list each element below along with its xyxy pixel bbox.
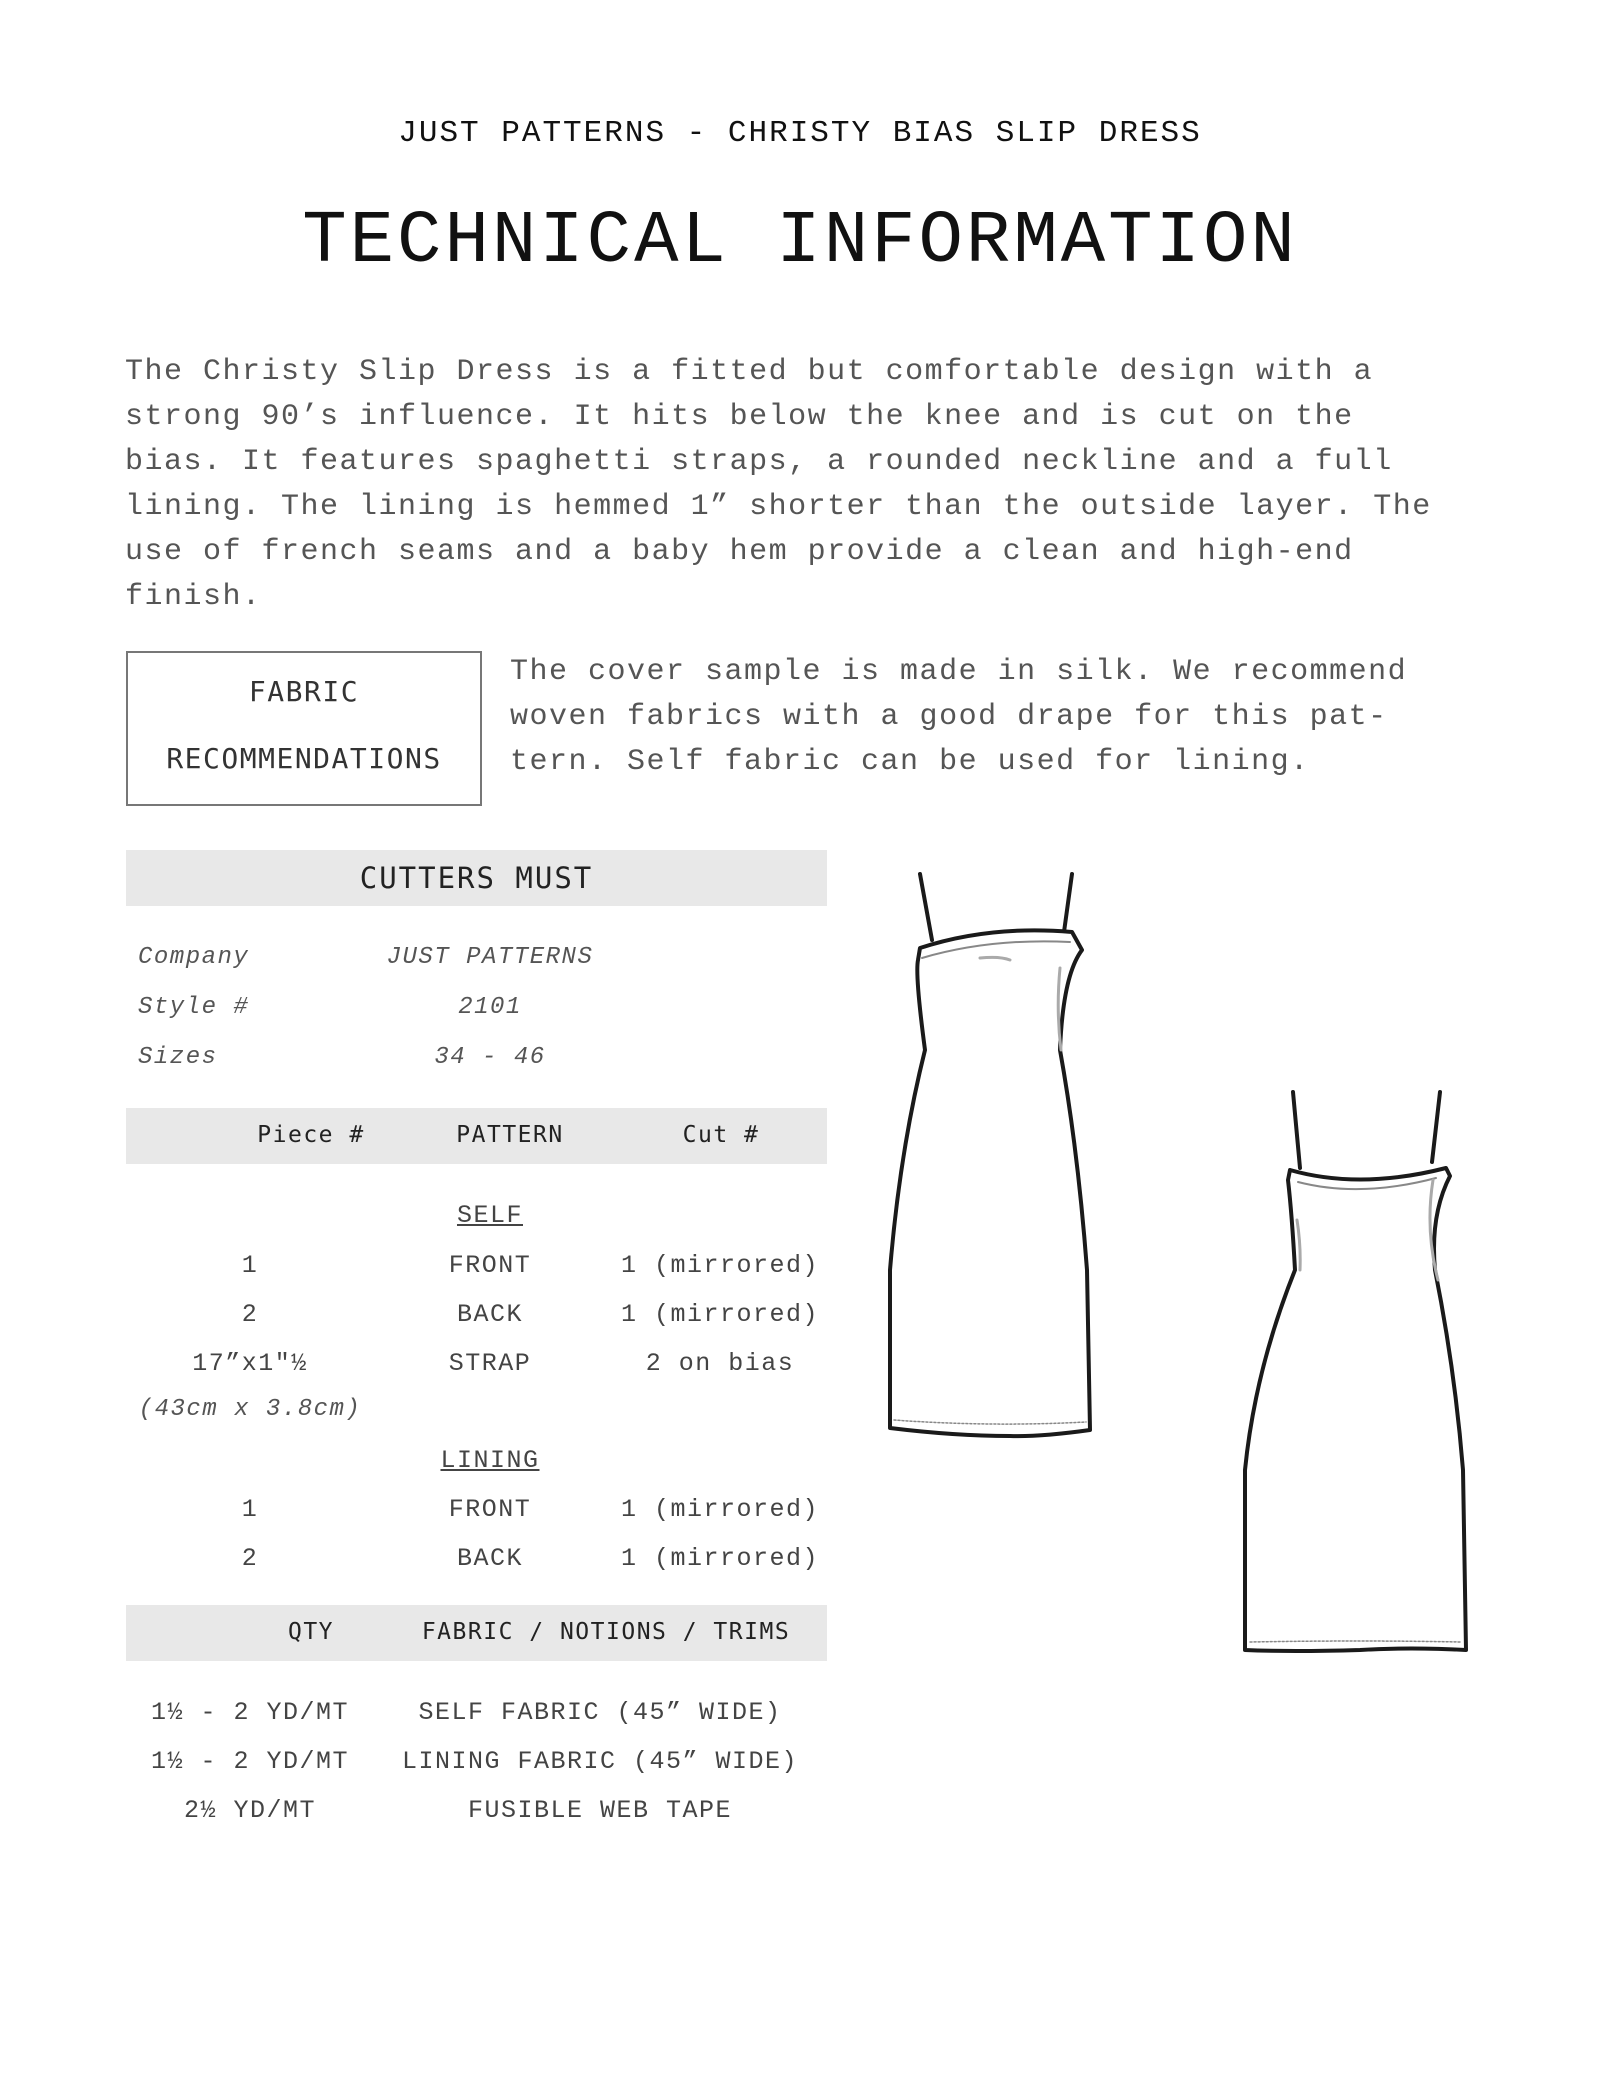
pattern-name: FRONT — [448, 1495, 532, 1524]
material-qty: 2½ YD/MT — [183, 1796, 317, 1825]
pieces-table-header — [126, 1108, 827, 1164]
piece-number: 1 — [241, 1251, 259, 1280]
info-value: 34 - 46 — [434, 1044, 546, 1071]
info-value: 2101 — [458, 994, 522, 1021]
dress-illustrations — [860, 850, 1500, 1670]
fabric-box-label: RECOMMENDATIONS — [166, 742, 442, 775]
material-qty: 1½ - 2 YD/MT — [150, 1747, 350, 1776]
column-header: Piece # — [257, 1122, 365, 1148]
pattern-name: FRONT — [448, 1251, 532, 1280]
fabric-recommendation-text — [510, 650, 1500, 785]
cutters-must-header — [126, 850, 827, 906]
cut-count: 1 (mirrored) — [620, 1251, 820, 1280]
column-header: FABRIC / NOTIONS / TRIMS — [421, 1619, 791, 1645]
page-title: TECHNICAL INFORMATION — [302, 200, 1298, 284]
intro-line: finish. — [125, 580, 262, 614]
intro-paragraph — [125, 350, 1485, 620]
info-value: JUST PATTERNS — [386, 944, 594, 971]
intro-line: use of french seams and a baby hem provide a clean and high-end — [125, 535, 1354, 569]
cut-count: 1 (mirrored) — [620, 1544, 820, 1573]
dress-front-sketch — [890, 874, 1090, 1436]
fabric-recommendations-box — [126, 651, 482, 806]
fabric-text-line: woven fabrics with a good drape for this pat- — [510, 700, 1388, 734]
brand-line: JUST PATTERNS - CHRISTY BIAS SLIP DRESS — [398, 116, 1202, 151]
info-label: Sizes — [138, 1044, 218, 1071]
intro-line: strong 90’s influence. It hits below the knee and is cut on the — [125, 400, 1354, 434]
column-header: Cut # — [682, 1122, 760, 1148]
material-item: FUSIBLE WEB TAPE — [467, 1796, 733, 1825]
cut-count: 2 on bias — [645, 1349, 795, 1378]
column-header: QTY — [287, 1619, 335, 1645]
intro-line: bias. It features spaghetti straps, a rounded neckline and a full — [125, 445, 1393, 479]
fabric-box-label: FABRIC — [248, 675, 360, 708]
piece-number: 2 — [241, 1300, 259, 1329]
intro-line: The Christy Slip Dress is a fitted but comfortable design with a — [125, 355, 1374, 389]
intro-line: lining. The lining is hemmed 1” shorter than the outside layer. The — [125, 490, 1432, 524]
pattern-name: BACK — [456, 1300, 523, 1329]
dress-back-sketch — [1245, 1092, 1466, 1651]
self-heading: SELF — [456, 1201, 523, 1230]
material-item: LINING FABRIC (45” WIDE) — [401, 1747, 799, 1776]
pattern-name: BACK — [456, 1544, 523, 1573]
material-qty: 1½ - 2 YD/MT — [150, 1698, 350, 1727]
cut-count: 1 (mirrored) — [620, 1300, 820, 1329]
fabric-text-line: The cover sample is made in silk. We recommend — [510, 655, 1408, 689]
lining-heading: LINING — [440, 1446, 540, 1475]
column-header: PATTERN — [456, 1122, 564, 1148]
materials-table-header — [126, 1605, 827, 1661]
material-item: SELF FABRIC (45” WIDE) — [418, 1698, 782, 1727]
fabric-text-line: tern. Self fabric can be used for lining. — [510, 745, 1310, 779]
pattern-name: STRAP — [448, 1349, 532, 1378]
info-label: Company — [138, 944, 250, 971]
cutters-must-title: CUTTERS MUST — [359, 861, 594, 895]
piece-number: 1 — [241, 1495, 259, 1524]
info-label: Style # — [138, 994, 250, 1021]
piece-number: 17”x1"½ — [192, 1349, 308, 1378]
cut-count: 1 (mirrored) — [620, 1495, 820, 1524]
piece-number: 2 — [241, 1544, 259, 1573]
strap-size-note: (43cm x 3.8cm) — [138, 1396, 362, 1423]
